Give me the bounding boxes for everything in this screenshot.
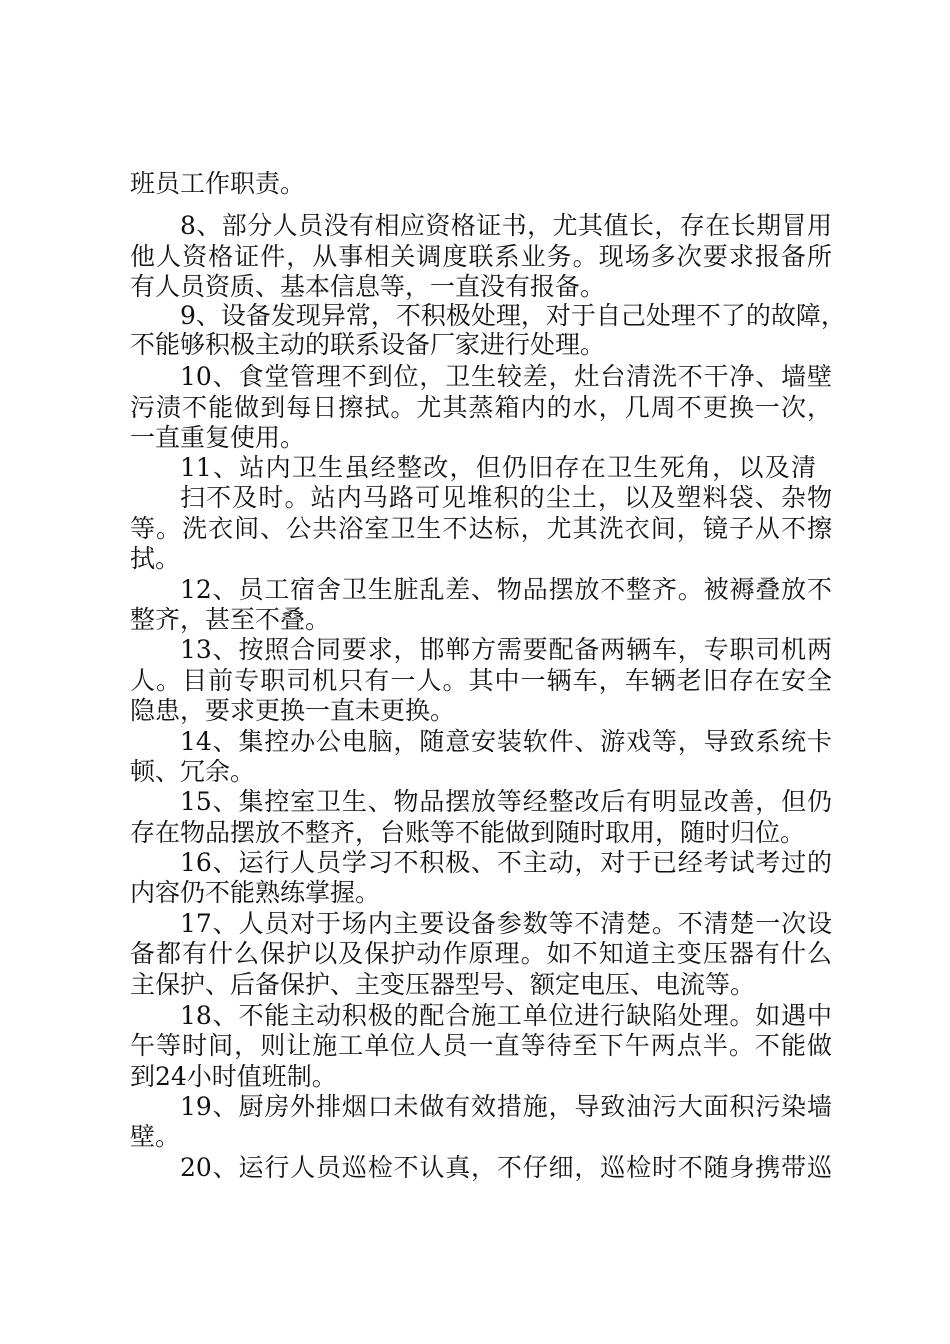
- item-11-line-1: 11、站内卫生虽经整改，但仍旧存在卫生死角，以及清: [180, 453, 816, 482]
- item-14-line-1: 14、集控办公电脑，随意安装软件、游戏等，导致系统卡: [180, 727, 832, 756]
- item-17-line-1: 17、人员对于场内主要设备参数等不清楚。不清楚一次设: [180, 909, 832, 938]
- item-12-line-2: 整齐，甚至不叠。: [130, 605, 331, 634]
- item-15-line-2: 存在物品摆放不整齐，台账等不能做到随时取用，随时归位。: [130, 818, 806, 847]
- item-8-line-3: 有人员资质、基本信息等，一直没有报备。: [130, 272, 606, 301]
- item-16-line-2: 内容仍不能熟练掌握。: [130, 878, 381, 907]
- item-19-line-2: 壁。: [130, 1122, 181, 1151]
- item-16-line-1: 16、运行人员学习不积极、不主动，对于已经考试考过的: [180, 848, 832, 877]
- item-8-line-2: 他人资格证件，从事相关调度联系业务。现场多次要求报备所: [130, 242, 832, 271]
- item-11-line-4: 拭。: [130, 544, 181, 573]
- item-11-line-3: 等。洗衣间、公共浴室卫生不达标，尤其洗衣间，镜子从不擦: [130, 514, 832, 543]
- text-line: 班员工作职责。: [130, 169, 306, 198]
- item-15-line-1: 15、集控室卫生、物品摆放等经整改后有明显改善，但仍: [180, 787, 832, 816]
- item-10-line-3: 一直重复使用。: [130, 423, 306, 452]
- item-20-line-1: 20、运行人员巡检不认真，不仔细，巡检时不随身携带巡: [180, 1153, 832, 1182]
- item-10-line-2: 污渍不能做到每日擦拭。尤其蒸箱内的水，几周不更换一次，: [130, 393, 832, 422]
- item-13-line-1: 13、按照合同要求，邯郸方需要配备两辆车，专职司机两: [180, 635, 832, 664]
- item-10-line-1: 10、食堂管理不到位，卫生较差，灶台清洗不干净、墙壁: [180, 362, 832, 391]
- item-17-line-3: 主保护、后备保护、主变压器型号、额定电压、电流等。: [130, 970, 756, 999]
- item-12-line-1: 12、员工宿舍卫生脏乱差、物品摆放不整齐。被褥叠放不: [180, 575, 832, 604]
- item-13-line-3: 隐患，要求更换一直未更换。: [130, 696, 456, 725]
- item-11-line-2: 扫不及时。站内马路可见堆积的尘土，以及塑料袋、杂物: [180, 483, 832, 512]
- item-14-line-2: 顿、冗余。: [130, 757, 256, 786]
- item-8-line-1: 8、部分人员没有相应资格证书，尤其值长，存在长期冒用: [180, 211, 832, 240]
- item-18-line-2: 午等时间，则让施工单位人员一直等待至下午两点半。不能做: [130, 1031, 832, 1060]
- item-9-line-1: 9、设备发现异常，不积极处理，对于自己处理不了的故障，: [180, 301, 846, 330]
- item-19-line-1: 19、厨房外排烟口未做有效措施，导致油污大面积污染墙: [180, 1092, 832, 1121]
- item-9-line-2: 不能够积极主动的联系设备厂家进行处理。: [130, 330, 606, 359]
- item-13-line-2: 人。目前专职司机只有一人。其中一辆车，车辆老旧存在安全: [130, 666, 832, 695]
- item-17-line-2: 备都有什么保护以及保护动作原理。如不知道主变压器有什么: [130, 939, 832, 968]
- item-18-line-3: 到24小时值班制。: [130, 1062, 337, 1091]
- item-18-line-1: 18、不能主动积极的配合施工单位进行缺陷处理。如遇中: [180, 1001, 832, 1030]
